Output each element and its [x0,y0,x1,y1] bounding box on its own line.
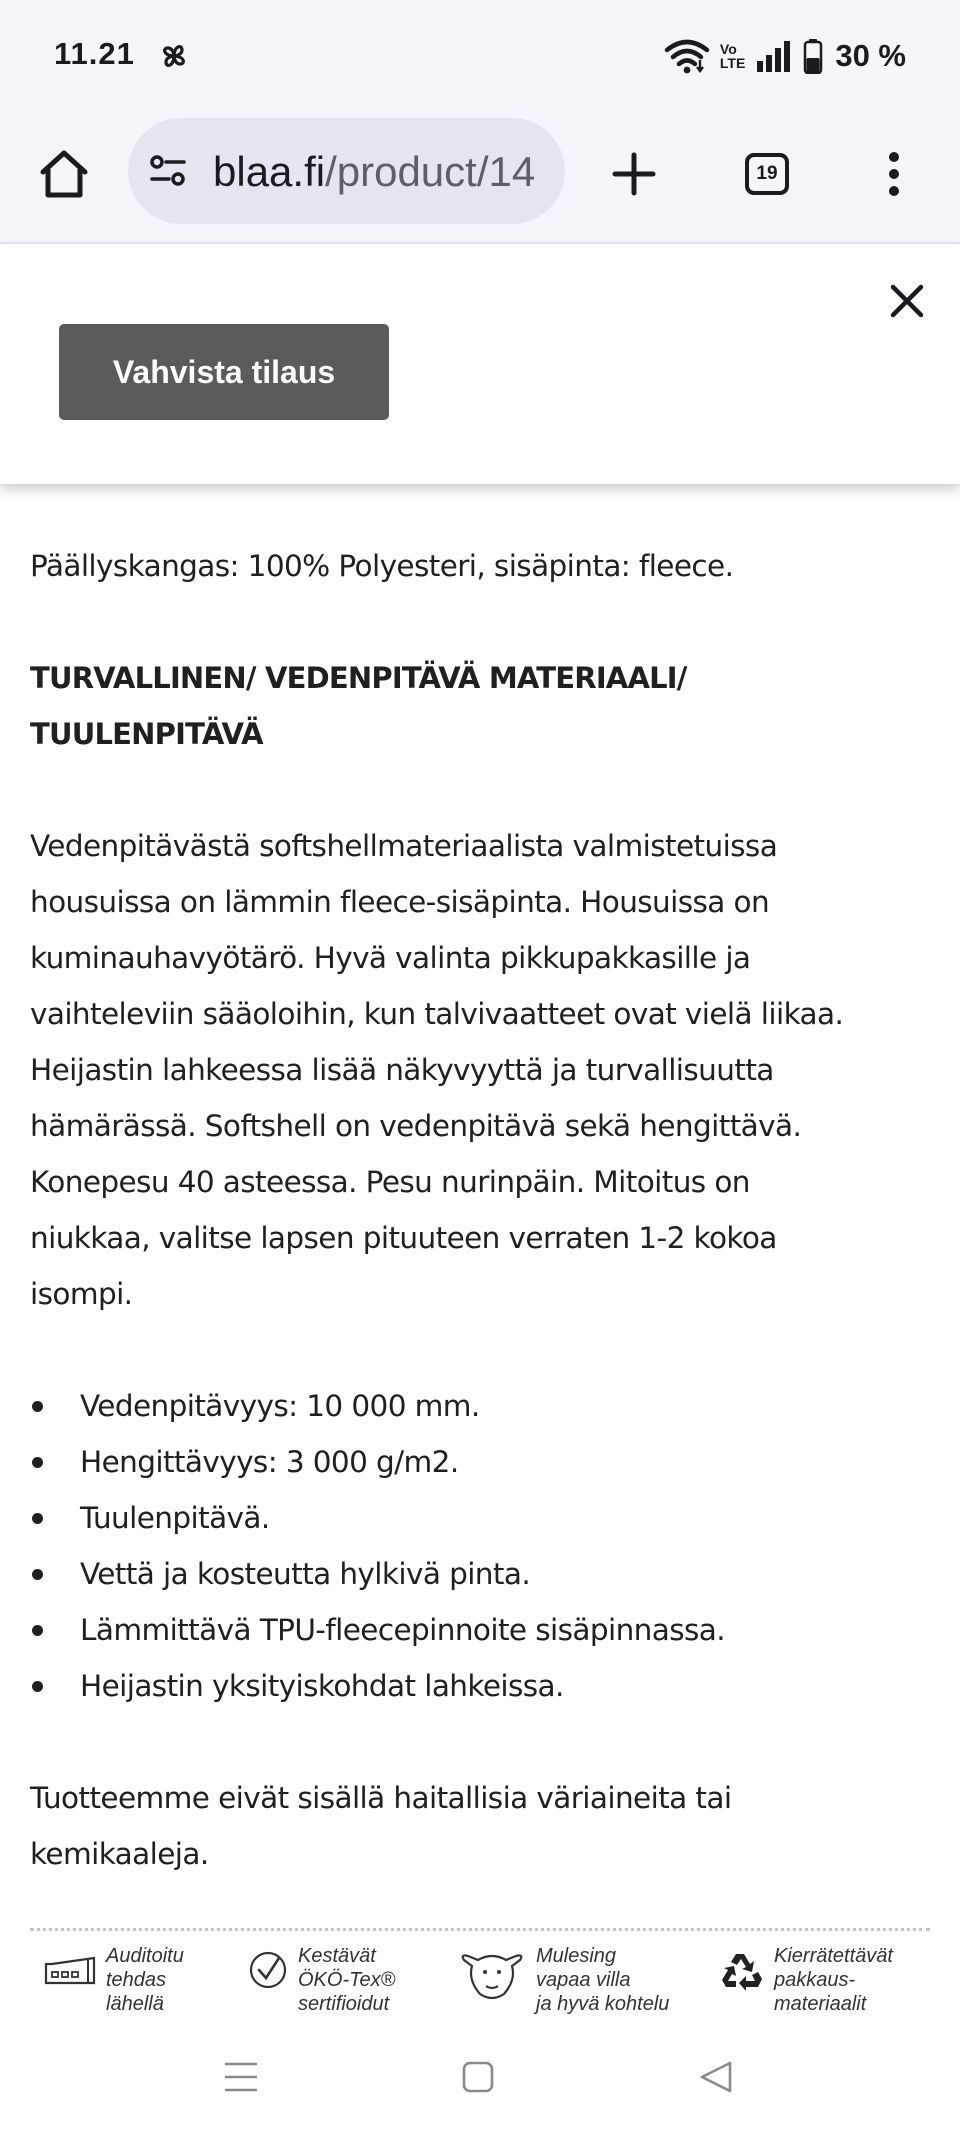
description-line: Vedenpitävästä softshellmateriaalista valmistetuissa [30,829,778,863]
volte-indicator [720,42,745,70]
fabric-info: Päällyskangas: 100% Polyesteri, sisäpinta: fleece. [30,549,734,583]
url-path: /product/14 [325,148,536,195]
badge-divider [30,1928,930,1931]
status-icons [664,34,906,78]
badge-label: Auditoitu tehdas lähellä [106,1945,184,2015]
home-square-icon [461,2060,495,2094]
feature-list [30,1378,930,1714]
product-description-text [30,818,930,1322]
description-line: vaihteleviin sääoloihin, kun talvivaatteet ovat vielä liikaa. [30,997,844,1031]
url-host: blaa.fi [213,148,326,195]
description-line: kuminauhavyötärö. Hyvä valinta pikkupakkasille ja [30,941,751,975]
trust-badges [30,1944,930,2022]
browser-menu-button[interactable] [858,138,930,210]
badge-oeko-tex [248,1944,395,2022]
heading-line-2: TUULENPITÄVÄ [30,717,263,751]
volte-bottom: LTE [719,55,746,71]
badge-label: Kestävät ÖKÖ-Tex® sertifioidut [298,1945,396,2015]
home-button[interactable] [28,138,100,210]
recent-apps-button[interactable] [201,2042,281,2112]
pinwheel-icon [156,38,192,74]
description-line: hämärässä. Softshell on vedenpitävä sekä hengittävä. [30,1109,802,1143]
description-line: niukkaa, valitse lapsen pituuteen verraten 1-2 kokoa [30,1221,777,1255]
feature-item: Heijastin yksityiskohdat lahkeissa. [30,1658,930,1714]
tab-switcher-button[interactable] [731,138,803,210]
close-button[interactable] [882,276,932,326]
factory-icon [44,1950,96,1986]
feature-item: Tuulenpitävä. [30,1490,930,1546]
product-description [30,538,930,1882]
signal-icon [755,39,795,73]
site-settings-icon[interactable] [148,151,188,191]
heading-line-1: TURVALLINEN/ VEDENPITÄVÄ MATERIAALI/ [30,661,687,695]
badge-label: Kierrätettävät pakkaus- materiaalit [774,1945,893,2015]
home-icon [37,148,91,200]
back-button[interactable] [676,2042,756,2112]
volte-top: Vo [719,41,737,57]
battery-icon [803,38,823,74]
new-tab-button[interactable] [598,138,670,210]
system-home-button[interactable] [438,2042,518,2112]
badge-recyclable-packaging [720,1944,893,2022]
status-bar [0,0,960,110]
battery-percent: 30 % [835,38,906,73]
feature-item: Vettä ja kosteutta hylkivä pinta. [30,1546,930,1602]
system-nav-bar [0,2022,960,2133]
closing-line-1: Tuotteemme eivät sisällä haitallisia väriaineita tai [30,1781,732,1815]
back-icon [698,2059,734,2095]
closing-line-2: kemikaaleja. [30,1837,209,1871]
description-line: housuissa on lämmin fleece-sisäpinta. Housuissa on [30,885,770,919]
badge-mulesing-free [458,1944,669,2022]
recents-icon [223,2060,259,2094]
address-bar[interactable] [128,118,565,224]
checkmark-icon [248,1950,288,1990]
feature-item: Lämmittävä TPU-fleecepinnoite sisäpinnassa. [30,1602,930,1658]
chemical-free-note [30,1770,930,1882]
wifi-icon [664,38,710,74]
sheep-icon [458,1950,526,2002]
feature-item: Vedenpitävyys: 10 000 mm. [30,1378,930,1434]
tab-count: 19 [745,153,789,195]
description-line: Heijastin lahkeessa lisää näkyvyyttä ja turvallisuutta [30,1053,774,1087]
description-line: Konepesu 40 asteessa. Pesu nurinpäin. Mitoitus on [30,1165,750,1199]
url-text[interactable] [213,148,535,196]
feature-item: Hengittävyys: 3 000 g/m2. [30,1434,930,1490]
close-icon [890,284,924,318]
more-vertical-icon [887,151,901,197]
plus-icon [611,151,657,197]
material-heading [30,650,930,762]
browser-toolbar [0,110,960,244]
description-line: isompi. [30,1277,133,1311]
badge-label: Mulesing vapaa villa ja hyvä kohtelu [536,1945,670,2015]
recycle-icon [720,1950,764,1992]
status-time: 11.21 [54,36,135,71]
badge-audited-factory [44,1944,184,2022]
order-confirm-popup [0,246,960,484]
confirm-order-button[interactable]: Vahvista tilaus [59,324,389,420]
